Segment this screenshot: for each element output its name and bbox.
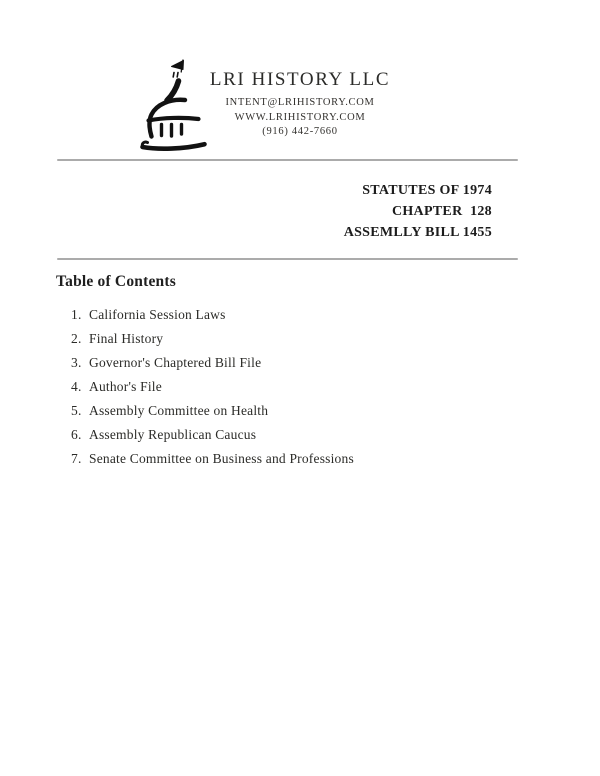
toc-item-label: Final History [89,331,164,346]
divider-bottom [57,258,518,260]
toc-item-label: Senate Committee on Business and Professions [89,451,354,466]
toc-item-number: 6. [71,427,82,442]
toc-list-item [71,423,354,447]
toc-item-label: California Session Laws [89,307,226,322]
statute-reference-block [344,180,492,243]
toc-item-number: 7. [71,451,82,466]
divider-top [57,159,518,161]
toc-list-item [71,351,354,375]
toc-item-label: Governor's Chaptered Bill File [89,355,262,370]
statutes-year-line: STATUTES OF 1974 [362,183,492,198]
toc-item-number: 3. [71,355,82,370]
company-name: LRI HISTORY LLC [209,69,391,90]
toc-list-item [71,327,354,351]
toc-list-item [71,447,354,471]
toc-item-number: 1. [71,307,82,322]
toc-list-item [71,375,354,399]
company-website: WWW.LRIHISTORY.COM [234,111,366,123]
toc-list-item [71,399,354,423]
chapter-line: CHAPTER 128 [391,204,492,219]
toc-list [71,303,354,471]
toc-item-label: Assembly Republican Caucus [89,427,257,442]
letterhead [0,69,600,140]
toc-list-item [71,303,354,327]
toc-item-number: 4. [71,379,82,394]
toc-title: Table of Contents [56,273,176,290]
assembly-bill-line: ASSEMLLY BILL 1455 [343,225,492,240]
company-phone: (916) 442-7660 [262,126,338,137]
toc-item-number: 2. [71,331,82,346]
toc-item-number: 5. [71,403,82,418]
toc-item-label: Assembly Committee on Health [89,403,269,418]
company-email: INTENT@LRIHISTORY.COM [225,97,375,108]
toc-item-label: Author's File [89,379,162,394]
